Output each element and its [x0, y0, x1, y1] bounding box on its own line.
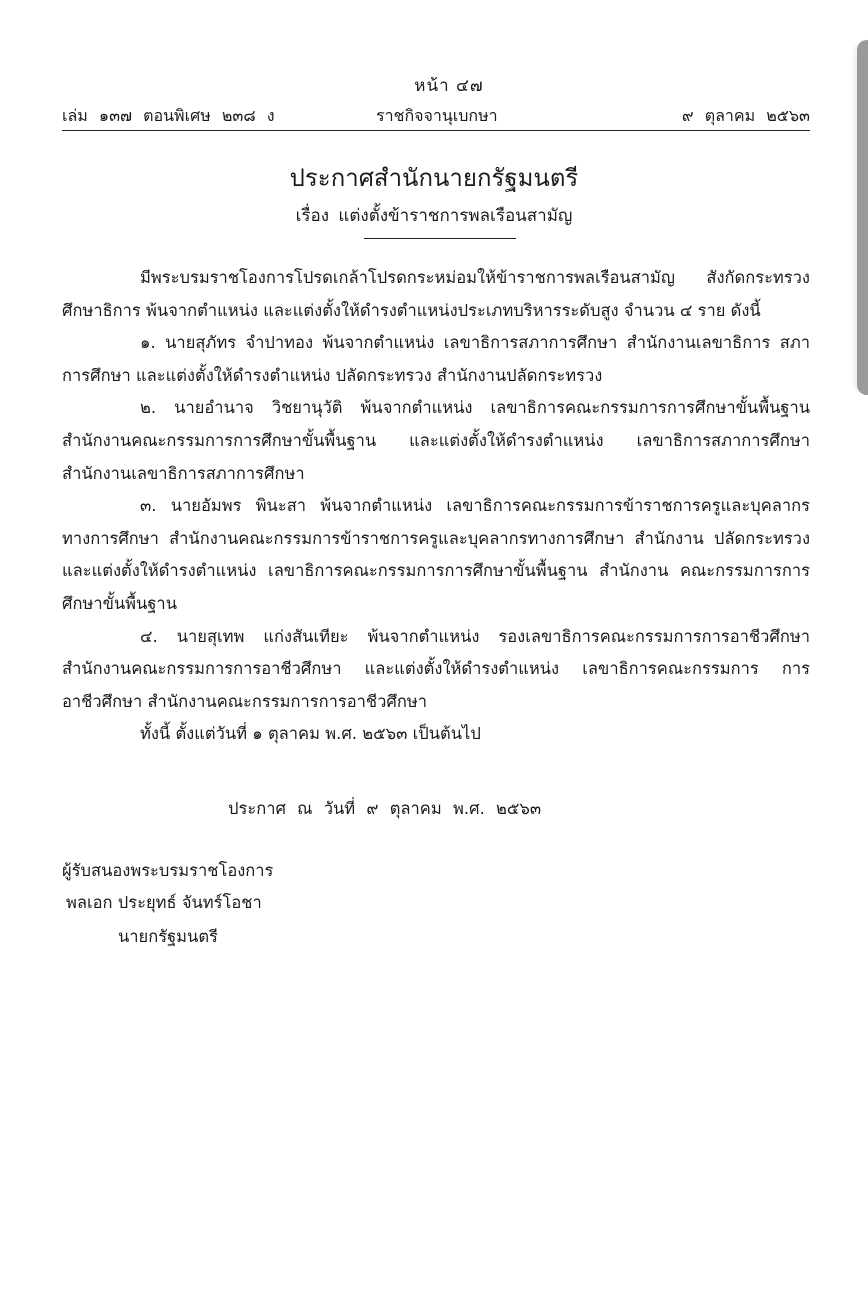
title-divider	[364, 238, 516, 239]
gazette-header	[62, 102, 810, 131]
appointment-item-2: ๒. นายอำนาจ วิชยานุวัติ พ้นจากตำแหน่ง เลขาธิการคณะกรรมการการศึกษาขั้นพื้นฐาน สำนักงานคณะกรรมการการศึกษาขั้นพื้นฐาน และแต่งตั้งให้ดำรงตำแหน่ง เลขาธิการสภาการศึกษา สำนักงานเลขาธิการสภาการศึกษา	[62, 398, 810, 483]
gazette-name: ราชกิจจานุเบกษา	[376, 106, 498, 125]
signatory-name: พลเอก ประยุทธ์ จันทร์โอชา	[66, 893, 262, 912]
effective-date-paragraph: ทั้งนี้ ตั้งแต่วันที่ ๑ ตุลาคม พ.ศ. ๒๕๖๓ เป็นต้นไป	[140, 724, 481, 744]
announcement-title: ประกาศสำนักนายกรัฐมนตรี	[289, 164, 579, 192]
announcement-body	[62, 262, 810, 751]
proclaimed-date: ประกาศ ณ วันที่ ๙ ตุลาคม พ.ศ. ๒๕๖๓	[228, 799, 542, 818]
appointment-item-3: ๓. นายอัมพร พินะสา พ้นจากตำแหน่ง เลขาธิการคณะกรรมการข้าราชการครูและบุคลากร ทางการศึกษา สำนักงานคณะกรรมการข้าราชการครูและบุคลากรทางการศึกษา สำนักงาน ปลัดกระทรวง และแต่งตั้งให้ดำรงตำแหน่ง เลขาธิการคณะกรรมการการศึกษาขั้นพื้นฐาน สำนักงาน คณะกรรมการการศึกษาขั้นพื้นฐาน	[62, 496, 810, 613]
countersign-label: ผู้รับสนองพระบรมราชโองการ	[62, 861, 274, 880]
scrollbar[interactable]	[854, 40, 868, 395]
appointment-item-4: ๔. นายสุเทพ แก่งสันเทียะ พ้นจากตำแหน่ง รองเลขาธิการคณะกรรมการการอาชีวศึกษา สำนักงานคณะกรรมการการอาชีวศึกษา และแต่งตั้งให้ดำรงตำแหน่ง เลขาธิการคณะกรรมการ การอาชีวศึกษา สำนักงานคณะกรรมการการอาชีวศึกษา	[62, 626, 810, 711]
page-number: หน้า ๔๗	[414, 76, 484, 96]
volume-info: เล่ม ๑๓๗ ตอนพิเศษ ๒๓๘ ง	[62, 106, 275, 125]
gazette-date: ๙ ตุลาคม ๒๕๖๓	[681, 106, 810, 125]
appointment-item-1: ๑. นายสุภัทร จำปาทอง พ้นจากตำแหน่ง เลขาธิการสภาการศึกษา สำนักงานเลขาธิการ สภาการศึกษา และแต่งตั้งให้ดำรงตำแหน่ง ปลัดกระทรวง สำนักงานปลัดกระทรวง	[62, 333, 810, 385]
scrollbar-thumb[interactable]	[857, 40, 868, 395]
announcement-subject: เรื่อง แต่งตั้งข้าราชการพลเรือนสามัญ	[295, 206, 573, 226]
signatory-title: นายกรัฐมนตรี	[118, 927, 218, 946]
intro-paragraph: มีพระบรมราชโองการโปรดเกล้าโปรดกระหม่อมให้ข้าราชการพลเรือนสามัญ สังกัดกระทรวงศึกษาธิการ พ้นจากตำแหน่ง และแต่งตั้งให้ดำรงตำแหน่งประเภทบริหารระดับสูง จำนวน ๔ ราย ดังนี้	[62, 268, 810, 320]
